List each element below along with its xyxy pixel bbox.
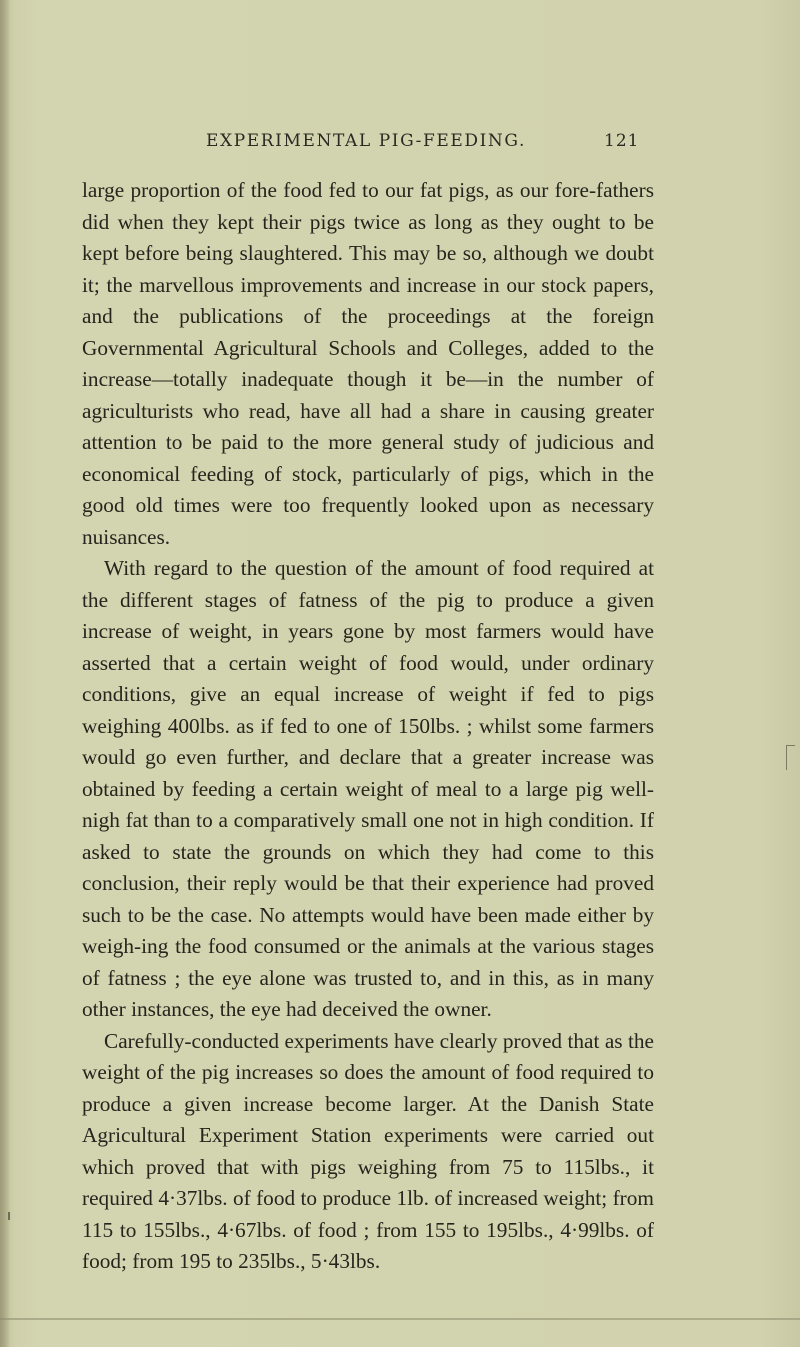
running-title: EXPERIMENTAL PIG-FEEDING.	[206, 131, 526, 151]
spine-shadow	[0, 0, 10, 1347]
paragraph-food-stages: With regard to the question of the amount of food required at the different stages of fatness of the pig to produce a given increase of weight, in years gone by most farmers would have asserted that a certain weight of food would, under ordinary conditions, give an equal increase of weight if fed to pigs weighing 400lbs. as if fed to one of 150lbs. ; whilst some farmers would go even further, and declare that a greater increase was obtained by feeding a certain weight of meal to a large pig well-nigh fat than to a comparatively small one not in high condition. If asked to state the grounds on which they had come to this conclusion, their reply would be that their experience had proved such to be the case. No attempts would have been made either by weigh-ing the food consumed or the animals at the various stages of fatness ; the eye alone was trusted to, and in this, as in many other instances, the eye had deceived the owner.	[82, 556, 654, 1021]
page-number: 121	[604, 131, 640, 151]
margin-tick	[8, 1212, 10, 1220]
paragraph-continuation: large proportion of the food fed to our fat pigs, as our fore-fathers did when they kept their pigs twice as long as they ought to be kept before being slaughtered. This may be so, although we doubt it; the marvellous improvements and increase in our stock papers, and the publications of the proceedings at the foreign Governmental Agricultural Schools and Colleges, added to the increase—totally inadequate though it be—in the number of agriculturists who read, have all had a share in causing greater attention to be paid to the more general study of judicious and economical feeding of stock, particularly of pigs, which in the good old times were too frequently looked upon as necessary nuisances.	[82, 178, 654, 549]
running-head	[0, 131, 800, 155]
body-text	[82, 175, 654, 1278]
paragraph-experiments: Carefully-conducted experiments have clearly proved that as the weight of the pig increases so does the amount of food required to produce a given increase become larger. At the Danish State Agricultural Experiment Station experiments were carried out which proved that with pigs weighing from 75 to 115lbs., it required 4·37lbs. of food to produce 1lb. of increased weight; from 115 to 155lbs., 4·67lbs. of food ; from 155 to 195lbs., 4·99lbs. of food; from 195 to 235lbs., 5·43lbs.	[82, 1028, 654, 1273]
edge-mark	[786, 745, 795, 770]
page-bottom-edge	[0, 1318, 800, 1320]
